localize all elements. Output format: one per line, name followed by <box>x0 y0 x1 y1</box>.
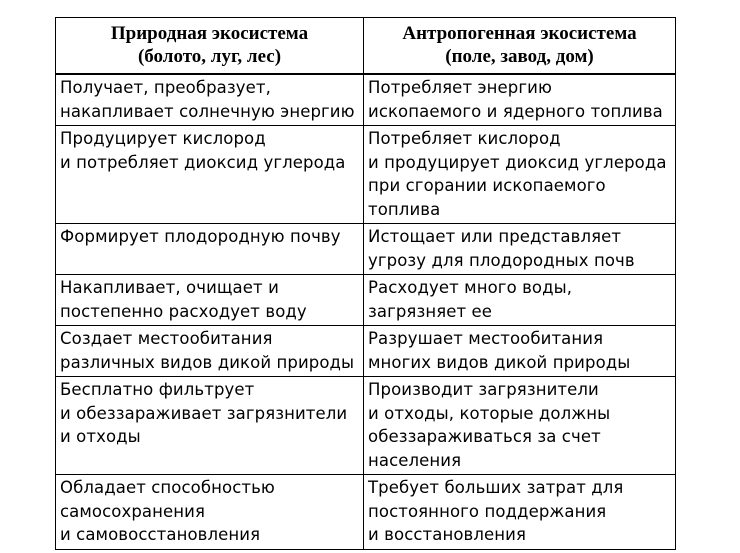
cell-natural <box>56 475 364 550</box>
cell-text-line: и продуцирует диоксид углерода <box>368 152 667 172</box>
cell-text-line: и восстановления <box>368 525 526 544</box>
cell-text-line: постепенно расходует воду <box>60 301 307 321</box>
table-row <box>56 326 676 377</box>
cell-text-line: различных видов дикой природы <box>60 352 355 372</box>
header-line: (поле, завод, дом) <box>445 46 594 67</box>
cell-anthropogenic <box>364 224 676 275</box>
cell-text-line: и потребляет диоксид углерода <box>60 152 346 172</box>
table-row <box>56 377 676 475</box>
cell-text-line: постоянного поддержания <box>368 501 607 521</box>
cell-natural <box>56 126 364 224</box>
cell-text-line: Обладает способностью <box>60 478 275 497</box>
comparison-table-container <box>55 17 675 550</box>
header-line: Антропогенная экосистема <box>402 23 637 44</box>
cell-text-line: угрозу для плодородных почв <box>368 250 635 270</box>
table-body <box>56 74 676 549</box>
cell-text-line: Создает местообитания <box>60 329 273 348</box>
cell-text-line: Накапливает, очищает и <box>60 278 279 297</box>
table-row <box>56 126 676 224</box>
header-line: (болото, луг, лес) <box>137 46 282 67</box>
cell-text-line: загрязняет ее <box>368 301 493 321</box>
cell-text-line: Требует больших затрат для <box>368 478 624 497</box>
cell-text-line: Формирует плодородную почву <box>60 227 341 246</box>
header-natural-ecosystem <box>56 18 364 75</box>
cell-text-line: многих видов дикой природы <box>368 352 631 372</box>
table-row <box>56 275 676 326</box>
cell-text-line: и самовосстановления <box>60 525 261 544</box>
cell-text-line: Истощает или представляет <box>368 227 622 246</box>
cell-text-line: обеззараживаться за счет <box>368 427 601 446</box>
cell-anthropogenic <box>364 74 676 126</box>
table-row <box>56 74 676 126</box>
cell-text-line: ископаемого и ядерного топлива <box>368 101 663 121</box>
cell-text-line: Разрушает местообитания <box>368 329 604 348</box>
cell-text-line: и отходы <box>60 427 141 446</box>
table-header-row <box>56 18 676 75</box>
header-line: Природная экосистема <box>110 23 309 44</box>
cell-text-line: Получает, преобразует, <box>60 78 271 97</box>
header-anthropogenic-ecosystem <box>364 18 676 75</box>
cell-text-line: топлива <box>368 199 441 219</box>
cell-anthropogenic <box>364 275 676 326</box>
cell-natural <box>56 224 364 275</box>
table-row <box>56 475 676 550</box>
cell-text-line: при сгорании ископаемого <box>368 176 606 195</box>
cell-text-line: и отходы, которые должны <box>368 403 611 423</box>
cell-text-line: Производит загрязнители <box>368 380 599 399</box>
cell-anthropogenic <box>364 377 676 475</box>
cell-anthropogenic <box>364 475 676 550</box>
cell-anthropogenic <box>364 326 676 377</box>
cell-text-line: и обеззараживает загрязнители <box>60 403 348 423</box>
cell-text-line: населения <box>368 450 462 470</box>
cell-natural <box>56 275 364 326</box>
table-row <box>56 224 676 275</box>
ecosystem-comparison-table <box>55 17 676 550</box>
cell-natural <box>56 377 364 475</box>
cell-natural <box>56 74 364 126</box>
cell-text-line: Потребляет энергию <box>368 78 552 97</box>
cell-text-line: накапливает солнечную энергию <box>60 101 355 121</box>
cell-text-line: самосохранения <box>60 501 206 521</box>
cell-text-line: Бесплатно фильтрует <box>60 380 255 399</box>
cell-natural <box>56 326 364 377</box>
cell-text-line: Продуцирует кислород <box>60 129 266 148</box>
cell-text-line: Расходует много воды, <box>368 278 573 297</box>
cell-anthropogenic <box>364 126 676 224</box>
cell-text-line: Потребляет кислород <box>368 129 561 148</box>
